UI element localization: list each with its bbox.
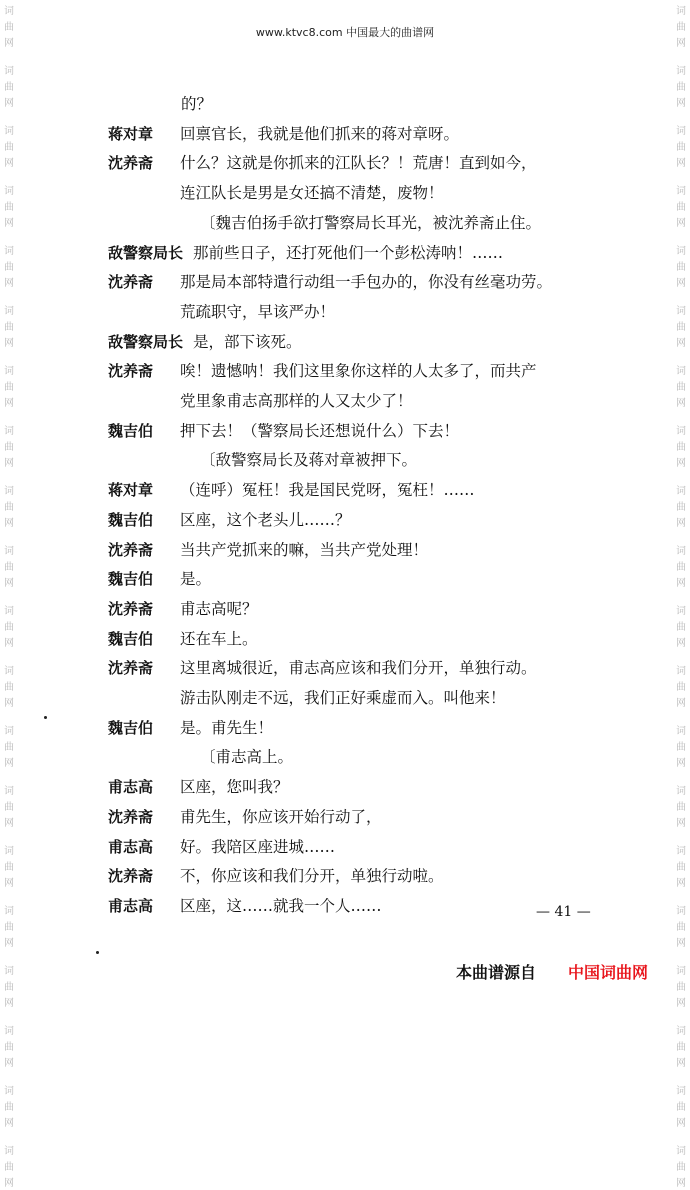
line-text: 是，部下该死。 <box>193 332 302 351</box>
watermark-char: 曲 <box>4 742 14 753</box>
watermark-char: 曲 <box>676 262 686 273</box>
watermark-char: 曲 <box>4 382 14 393</box>
watermark-char: 词 <box>4 66 14 77</box>
watermark-char: 曲 <box>676 922 686 933</box>
line-text: 党里象甫志高那样的人又太少了！ <box>180 392 413 410</box>
line-text: 回禀官长，我就是他们抓来的蒋对章呀。 <box>180 124 460 143</box>
watermark-char: 曲 <box>4 802 14 813</box>
watermark-char: 词 <box>4 546 14 557</box>
line-text: 唉！遗憾呐！我们这里象你这样的人太多了，而共产 <box>180 362 537 381</box>
watermark-char: 网 <box>4 338 14 349</box>
watermark-char: 曲 <box>4 442 14 453</box>
watermark-char: 曲 <box>676 202 686 213</box>
watermark-char: 曲 <box>676 22 686 33</box>
watermark-char: 网 <box>4 818 14 829</box>
watermark-char: 词 <box>4 726 14 737</box>
watermark-char: 曲 <box>4 262 14 273</box>
watermark-char: 网 <box>4 878 14 889</box>
watermark-char: 词 <box>676 966 686 977</box>
watermark-char: 词 <box>4 846 14 857</box>
watermark-char: 词 <box>4 486 14 497</box>
watermark-char: 曲 <box>676 562 686 573</box>
speaker-name: 敌警察局长 <box>108 332 184 351</box>
watermark-char: 曲 <box>676 982 686 993</box>
speaker-name: 甫志高 <box>108 896 154 915</box>
watermark-char: 词 <box>676 726 686 737</box>
stage-direction <box>0 446 690 474</box>
watermark-char: 网 <box>4 38 14 49</box>
watermark-char: 词 <box>4 246 14 257</box>
line-text: 甫志高呢？ <box>180 599 258 618</box>
speaker-name: 沈养斋 <box>108 540 154 559</box>
dialogue-continuation <box>0 90 690 118</box>
line-text: 是。甫先生！ <box>180 718 274 737</box>
watermark-char: 词 <box>676 1026 686 1037</box>
line-text: 这里离城很近，甫志高应该和我们分开，单独行动。 <box>180 659 537 678</box>
line-text: 连江队长是男是女还搞不清楚，废物！ <box>180 184 444 203</box>
watermark-char: 词 <box>676 846 686 857</box>
watermark-char: 网 <box>676 338 686 349</box>
watermark-char: 词 <box>4 666 14 677</box>
watermark-char: 词 <box>676 426 686 437</box>
watermark-char: 曲 <box>676 682 686 693</box>
watermark-char: 曲 <box>4 862 14 873</box>
dialogue-continuation <box>0 684 690 712</box>
watermark-char: 网 <box>676 38 686 49</box>
watermark-char: 词 <box>4 126 14 137</box>
watermark-char: 网 <box>676 878 686 889</box>
speaker-name: 魏吉伯 <box>108 421 154 440</box>
dialogue-line <box>0 833 690 861</box>
watermark-char: 词 <box>676 246 686 257</box>
line-text: 好。我陪区座进城…… <box>180 837 336 856</box>
watermark-char: 曲 <box>676 742 686 753</box>
line-text: 什么？这就是你抓来的江队长？！荒唐！直到如今， <box>180 154 537 173</box>
dialogue-line <box>0 654 690 682</box>
speaker-name: 甫志高 <box>108 837 154 856</box>
watermark-char: 曲 <box>4 1102 14 1113</box>
dialogue-line <box>0 417 690 445</box>
watermark-char: 网 <box>676 458 686 469</box>
dialogue-line <box>0 565 690 593</box>
watermark-char: 曲 <box>4 562 14 573</box>
watermark-char: 网 <box>676 278 686 289</box>
dialogue-line <box>0 625 690 653</box>
watermark-char: 曲 <box>4 682 14 693</box>
watermark-char: 词 <box>676 6 686 17</box>
watermark-char: 曲 <box>4 922 14 933</box>
line-text: 游击队刚走不远，我们正好乘虚而入。叫他来！ <box>180 689 506 707</box>
watermark-char: 曲 <box>676 1102 686 1113</box>
watermark-char: 网 <box>4 1178 14 1189</box>
dialogue-line <box>0 268 690 296</box>
speaker-name: 魏吉伯 <box>108 570 154 589</box>
watermark-char: 曲 <box>4 622 14 633</box>
watermark-char: 曲 <box>4 982 14 993</box>
watermark-char: 词 <box>676 666 686 677</box>
watermark-char: 网 <box>676 1178 686 1189</box>
scan-speck <box>96 951 99 954</box>
watermark-char: 词 <box>4 786 14 797</box>
watermark-char: 词 <box>676 486 686 497</box>
line-text: 不，你应该和我们分开，单独行动啦。 <box>180 867 444 886</box>
speaker-name: 沈养斋 <box>108 599 154 618</box>
watermark-char: 曲 <box>676 442 686 453</box>
dialogue-line <box>0 803 690 831</box>
watermark-char: 词 <box>4 606 14 617</box>
watermark-char: 网 <box>4 698 14 709</box>
line-text: 荒疏职守，早该严办！ <box>180 302 336 321</box>
watermark-char: 网 <box>4 938 14 949</box>
watermark-char: 曲 <box>4 142 14 153</box>
watermark-char: 词 <box>676 906 686 917</box>
dialogue-line <box>0 862 690 890</box>
line-text: 当共产党抓来的嘛，当共产党处理！ <box>180 540 429 559</box>
watermark-char: 词 <box>4 6 14 17</box>
speaker-name: 沈养斋 <box>108 867 154 886</box>
watermark-char: 曲 <box>676 142 686 153</box>
watermark-char: 词 <box>4 186 14 197</box>
watermark-char: 网 <box>4 98 14 109</box>
line-text: 区座，您叫我？ <box>180 778 289 797</box>
stage-direction <box>0 743 690 771</box>
watermark-char: 词 <box>676 306 686 317</box>
watermark-char: 词 <box>4 426 14 437</box>
line-text: 区座，这个老头儿……？ <box>180 510 351 529</box>
speaker-name: 敌警察局长 <box>108 243 184 262</box>
dialogue-line <box>0 536 690 564</box>
watermark-char: 网 <box>4 578 14 589</box>
dialogue-line <box>0 120 690 148</box>
watermark-char: 词 <box>676 1146 686 1157</box>
watermark-char: 曲 <box>676 82 686 93</box>
watermark-char: 曲 <box>4 22 14 33</box>
watermark-char: 网 <box>4 458 14 469</box>
watermark-char: 网 <box>676 158 686 169</box>
watermark-char: 曲 <box>4 202 14 213</box>
line-text: 的？ <box>181 95 213 113</box>
watermark-char: 网 <box>676 818 686 829</box>
watermark-char: 曲 <box>4 1162 14 1173</box>
watermark-char: 网 <box>4 278 14 289</box>
speaker-name: 蒋对章 <box>108 124 154 143</box>
watermark-char: 词 <box>4 306 14 317</box>
watermark-char: 词 <box>676 606 686 617</box>
watermark-char: 词 <box>676 186 686 197</box>
speaker-name: 沈养斋 <box>108 273 154 292</box>
watermark-char: 曲 <box>4 82 14 93</box>
watermark-char: 网 <box>676 698 686 709</box>
watermark-char: 曲 <box>4 1042 14 1053</box>
watermark-char: 网 <box>4 758 14 769</box>
speaker-name: 蒋对章 <box>108 481 154 500</box>
watermark-char: 曲 <box>676 862 686 873</box>
watermark-char: 曲 <box>4 322 14 333</box>
watermark-char: 网 <box>4 518 14 529</box>
watermark-char: 词 <box>4 906 14 917</box>
watermark-char: 曲 <box>676 622 686 633</box>
line-text: 〔魏吉伯扬手欲打警察局长耳光，被沈养斋止住。 <box>200 213 542 232</box>
watermark-char: 词 <box>676 126 686 137</box>
scan-speck <box>44 716 47 719</box>
line-text: 那前些日子，还打死他们一个彭松涛呐！…… <box>193 243 504 262</box>
watermark-char: 网 <box>676 98 686 109</box>
dialogue-line <box>0 506 690 534</box>
dialogue-continuation <box>0 298 690 326</box>
watermark-char: 网 <box>4 998 14 1009</box>
watermark-char: 曲 <box>676 1042 686 1053</box>
speaker-name: 魏吉伯 <box>108 718 154 737</box>
watermark-char: 曲 <box>676 1162 686 1173</box>
watermark-char: 词 <box>4 1086 14 1097</box>
brand-link[interactable]: 中国词曲网 <box>568 963 649 982</box>
watermark-char: 网 <box>676 758 686 769</box>
watermark-char: 网 <box>676 998 686 1009</box>
line-text: 是。 <box>180 570 212 589</box>
watermark-char: 词 <box>4 1146 14 1157</box>
watermark-char: 曲 <box>676 322 686 333</box>
speaker-name: 魏吉伯 <box>108 629 154 648</box>
speaker-name: 沈养斋 <box>108 362 154 381</box>
source-label: 本曲谱源自 <box>456 963 537 982</box>
watermark-char: 网 <box>4 1118 14 1129</box>
dialogue-line <box>0 149 690 177</box>
dialogue-line <box>0 595 690 623</box>
dialogue-line <box>0 357 690 385</box>
watermark-char: 词 <box>676 66 686 77</box>
watermark-char: 曲 <box>676 502 686 513</box>
watermark-char: 词 <box>4 1026 14 1037</box>
line-text: 那是局本部特遣行动组一手包办的，你没有丝毫功劳。 <box>180 273 553 292</box>
watermark-char: 网 <box>676 638 686 649</box>
page-number: — 41 — <box>536 904 591 920</box>
dialogue-continuation <box>0 179 690 207</box>
watermark-char: 网 <box>4 218 14 229</box>
watermark-char: 网 <box>676 518 686 529</box>
watermark-char: 网 <box>676 1118 686 1129</box>
line-text: 区座，这……就我一个人…… <box>180 896 382 915</box>
line-text: 甫先生，你应该开始行动了， <box>180 807 382 826</box>
watermark-char: 网 <box>4 158 14 169</box>
watermark-char: 网 <box>4 398 14 409</box>
line-text: 押下去！（警察局长还想说什么）下去！ <box>180 421 460 440</box>
dialogue-line <box>0 476 690 504</box>
dialogue-line <box>0 773 690 801</box>
watermark-char: 曲 <box>676 382 686 393</box>
speaker-name: 沈养斋 <box>108 807 154 826</box>
stage-direction <box>0 209 690 237</box>
dialogue-continuation <box>0 387 690 415</box>
watermark-char: 网 <box>4 638 14 649</box>
watermark-char: 词 <box>4 366 14 377</box>
watermark-char: 网 <box>676 578 686 589</box>
watermark-char: 词 <box>676 786 686 797</box>
line-text: 〔甫志高上。 <box>200 748 294 767</box>
watermark-char: 词 <box>4 966 14 977</box>
dialogue-line <box>0 714 690 742</box>
dialogue-line <box>0 328 690 356</box>
line-text: 还在车上。 <box>180 629 258 648</box>
line-text: 〔敌警察局长及蒋对章被押下。 <box>200 451 418 470</box>
watermark-char: 网 <box>676 218 686 229</box>
watermark-char: 曲 <box>676 802 686 813</box>
watermark-char: 网 <box>676 938 686 949</box>
watermark-char: 曲 <box>4 502 14 513</box>
watermark-char: 网 <box>676 1058 686 1069</box>
speaker-name: 甫志高 <box>108 778 154 797</box>
watermark-char: 词 <box>676 1086 686 1097</box>
speaker-name: 魏吉伯 <box>108 510 154 529</box>
site-header: www.ktvc8.com 中国最大的曲谱网 <box>255 26 435 39</box>
line-text: （连呼）冤枉！我是国民党呀，冤枉！…… <box>180 481 475 500</box>
watermark-char: 词 <box>676 546 686 557</box>
watermark-char: 词 <box>676 366 686 377</box>
dialogue-line <box>0 239 690 267</box>
watermark-char: 网 <box>4 1058 14 1069</box>
speaker-name: 沈养斋 <box>108 154 154 173</box>
speaker-name: 沈养斋 <box>108 659 154 678</box>
watermark-char: 网 <box>676 398 686 409</box>
